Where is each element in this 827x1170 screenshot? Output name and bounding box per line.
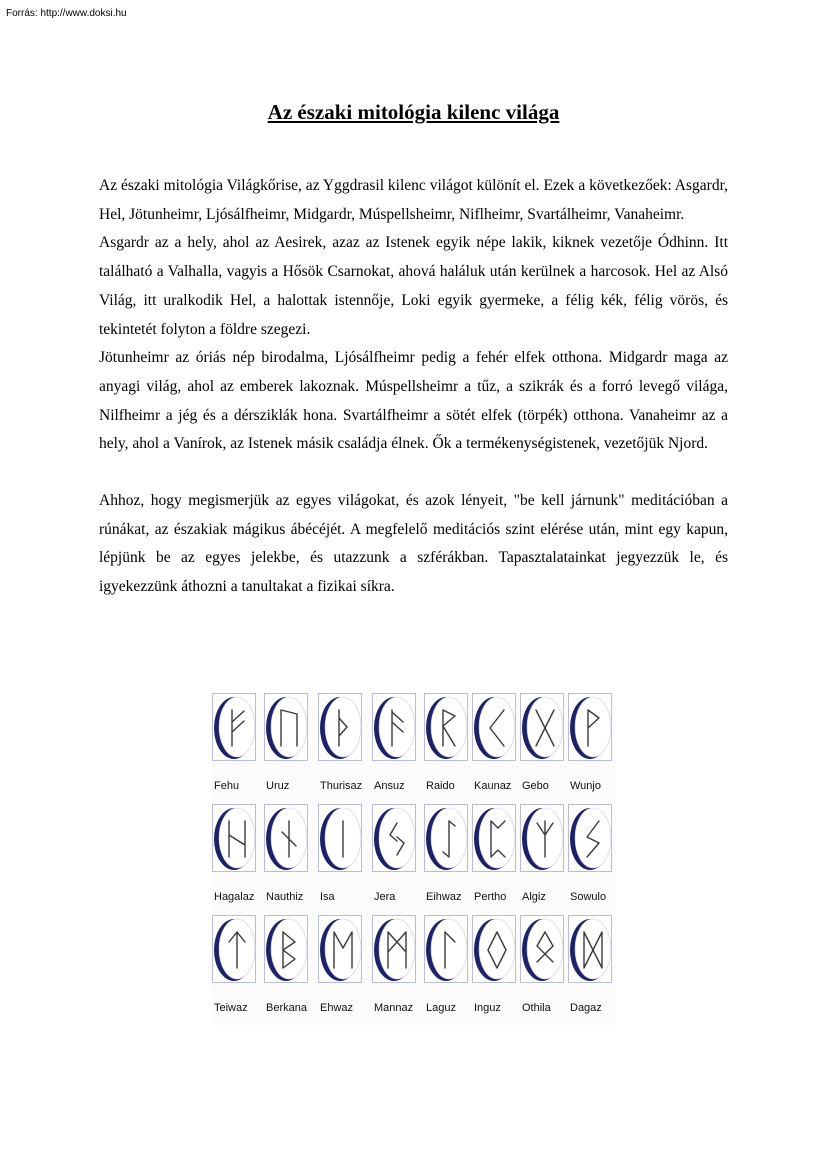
rune-name: Othila (522, 1002, 551, 1014)
stone-face (479, 808, 515, 868)
rune-stone-icon (424, 693, 468, 761)
rune-jera (372, 804, 422, 909)
paragraph-jotunheimr: Jötunheimr az óriás nép birodalma, Ljósálfheimr pedig a fehér elfek otthona. Midgardr maga az anyagi világ, ahol az emberek lakoznak. Múspellsheimr a tűz, a szikrák és a forró levegő világa, Nilfheimr a jég és a dérsziklák hona. Svartálfheimr a sötét elfek (törpék) otthona. Vanaheimr az a hely, ahol a Vanírok, az Istenek másik családja élnek. Ők a termékenységistenek, vezetőjük Njord. (99, 349, 728, 453)
rune-inguz (472, 915, 522, 1020)
stone-face (479, 697, 515, 757)
gebo-rune-icon (521, 694, 565, 762)
stone-face (575, 808, 611, 868)
nauthiz-rune-icon (265, 805, 309, 873)
ehwaz-rune-icon (319, 916, 363, 984)
rune-sowulo (568, 804, 618, 909)
stone-face (325, 697, 361, 757)
rune-name: Jera (374, 891, 396, 903)
rune-eihwaz (424, 804, 474, 909)
stone-face (219, 808, 255, 868)
stone-face (325, 919, 361, 979)
rune-name: Laguz (426, 1002, 456, 1014)
paragraph-worlds: Az északi mitológia Világkőrise, az Yggdrasil kilenc világot különít el. Ezek a következőek: Asgardr, Hel, Jötunheimr, Ljósálfheimr, Midgardr, Múspellsheimr, Niflheimr, Svartálheimr, Vanaheimr. (99, 177, 728, 223)
rune-stone-icon (472, 693, 516, 761)
paragraph-meditation: Ahhoz, hogy megismerjük az egyes világokat, és azok lényeit, "be kell járnunk" meditációban a rúnákat, az északiak mágikus ábécéjét. A megfelelő meditációs szint elérése után, mint egy kapun, lépjünk be az egyes jelekbe, és utazzunk a szférákban. Tapasztalatainkat jegyezzük le, és igyekezzünk áthozni a tanultakat a fizikai síkra. (99, 492, 728, 596)
rune-name: Gebo (522, 780, 549, 792)
rune-laguz (424, 915, 474, 1020)
stone-face (379, 919, 415, 979)
rune-name: Hagalaz (214, 891, 255, 903)
inguz-rune-icon (473, 916, 517, 984)
rune-ansuz (372, 693, 422, 798)
pertho-rune-icon (473, 805, 517, 873)
mannaz-rune-icon (373, 916, 417, 984)
isa-rune-icon (319, 805, 363, 873)
stone-face (431, 919, 467, 979)
rune-stone-icon (520, 693, 564, 761)
rune-name: Raido (426, 780, 455, 792)
page-title: Az északi mitológia kilenc világa (267, 100, 560, 124)
rune-stone-icon (372, 915, 416, 983)
rune-stone-icon (424, 804, 468, 872)
stone-face (431, 697, 467, 757)
rune-name: Ehwaz (320, 1002, 354, 1014)
dagaz-rune-icon (569, 916, 613, 984)
rune-stone-icon (520, 804, 564, 872)
raido-rune-icon (425, 694, 469, 762)
rune-dagaz (568, 915, 618, 1020)
berkana-rune-icon (265, 916, 309, 984)
rune-name: Nauthiz (266, 891, 304, 903)
rune-name: Kaunaz (474, 780, 512, 792)
rune-stone-icon (264, 804, 308, 872)
rune-mannaz (372, 915, 422, 1020)
rune-stone-icon (472, 804, 516, 872)
rune-table (212, 693, 616, 1025)
rune-stone-icon (568, 804, 612, 872)
stone-face (527, 919, 563, 979)
laguz-rune-icon (425, 916, 469, 984)
rune-stone-icon (472, 915, 516, 983)
rune-stone-icon (212, 804, 256, 872)
rune-name: Pertho (474, 891, 507, 903)
rune-stone-icon (520, 915, 564, 983)
rune-stone-icon (372, 804, 416, 872)
rune-name: Teiwaz (214, 1002, 248, 1014)
algiz-rune-icon (521, 805, 565, 873)
stone-face (479, 919, 515, 979)
source-url: Forrás: http://www.doksi.hu (6, 8, 127, 19)
rune-name: Inguz (474, 1002, 501, 1014)
thurisaz-rune-icon (319, 694, 363, 762)
rune-name: Mannaz (374, 1002, 414, 1014)
rune-stone-icon (424, 915, 468, 983)
rune-isa (318, 804, 368, 909)
uruz-rune-icon (265, 694, 309, 762)
rune-name: Sowulo (570, 891, 607, 903)
jera-rune-icon (373, 805, 417, 873)
rune-gebo (520, 693, 570, 798)
rune-nauthiz (264, 804, 314, 909)
rune-teiwaz (212, 915, 262, 1020)
rune-stone-icon (568, 693, 612, 761)
rune-name: Ansuz (374, 780, 405, 792)
rune-name: Isa (320, 891, 335, 903)
rune-name: Uruz (266, 780, 290, 792)
rune-stone-icon (212, 915, 256, 983)
rune-name: Fehu (214, 780, 240, 792)
kaunaz-rune-icon (473, 694, 517, 762)
rune-name: Thurisaz (320, 780, 363, 792)
stone-face (271, 919, 307, 979)
rune-raido (424, 693, 474, 798)
rune-wunjo (568, 693, 618, 798)
rune-berkana (264, 915, 314, 1020)
othila-rune-icon (521, 916, 565, 984)
eihwaz-rune-icon (425, 805, 469, 873)
teiwaz-rune-icon (213, 916, 257, 984)
rune-othila (520, 915, 570, 1020)
rune-ehwaz (318, 915, 368, 1020)
rune-pertho (472, 804, 522, 909)
stone-face (271, 697, 307, 757)
rune-name: Dagaz (570, 1002, 602, 1014)
rune-stone-icon (568, 915, 612, 983)
body-text (99, 172, 728, 602)
fehu-rune-icon (213, 694, 257, 762)
wunjo-rune-icon (569, 694, 613, 762)
rune-thurisaz (318, 693, 368, 798)
rune-stone-icon (264, 915, 308, 983)
rune-hagalaz (212, 804, 262, 909)
stone-face (575, 697, 611, 757)
rune-name: Wunjo (570, 780, 601, 792)
rune-fehu (212, 693, 262, 798)
rune-stone-icon (318, 693, 362, 761)
rune-stone-icon (372, 693, 416, 761)
rune-name: Berkana (266, 1002, 307, 1014)
rune-name: Algiz (522, 891, 546, 903)
rune-uruz (264, 693, 314, 798)
rune-name: Eihwaz (426, 891, 462, 903)
ansuz-rune-icon (373, 694, 417, 762)
hagalaz-rune-icon (213, 805, 257, 873)
rune-stone-icon (212, 693, 256, 761)
paragraph-asgardr: Asgardr az a hely, ahol az Aesirek, azaz az Istenek egyik népe lakik, kiknek vezetője Ódhinn. Itt található a Valhalla, vagyis a Hősök Csarnokat, ahová haláluk után kerülnek a harcosok. Hel az Alsó Világ, itt uralkodik Hel, a halottak istennője, Loki egyik gyermeke, a félig kék, félig vörös, és tekintetét folyton a földre szegezi. (99, 234, 728, 338)
rune-stone-icon (318, 915, 362, 983)
rune-stone-icon (264, 693, 308, 761)
rune-stone-icon (318, 804, 362, 872)
sowulo-rune-icon (569, 805, 613, 873)
rune-kaunaz (472, 693, 522, 798)
stone-face (379, 808, 415, 868)
rune-algiz (520, 804, 570, 909)
